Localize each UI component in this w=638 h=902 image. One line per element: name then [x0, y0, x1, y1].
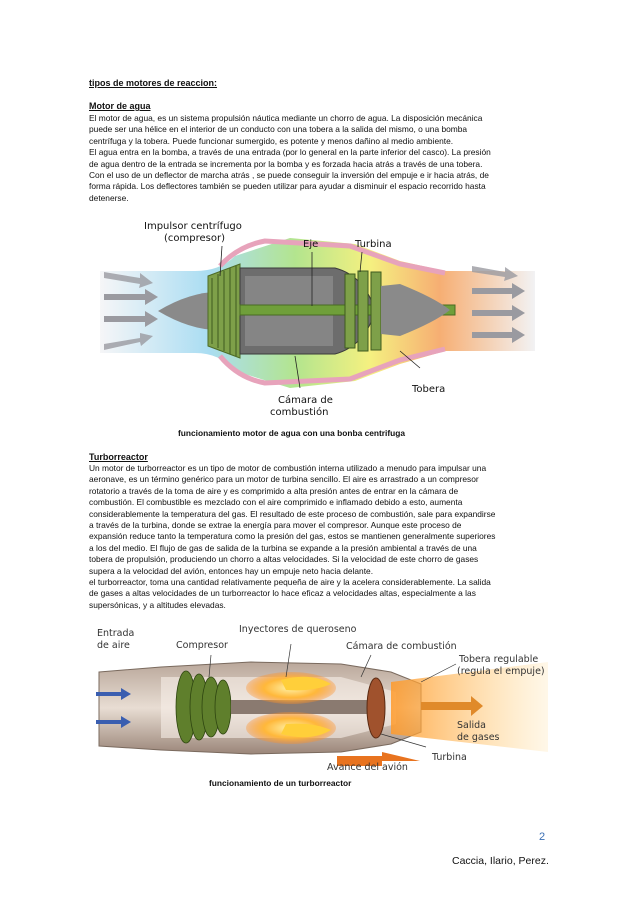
label-impeller-compressor: (compresor)	[164, 233, 225, 244]
label-nozzle-1: Tobera regulable	[459, 654, 539, 665]
label-compressor: Compresor	[176, 640, 228, 651]
label-chamber: Cámara de combustión	[346, 641, 457, 652]
label-nozzle-2: (regula el empuje)	[457, 666, 545, 677]
authors-footer: Caccia, Ilario, Perez.	[452, 855, 549, 867]
turbojet-caption: funcionamiento de un turborreactor	[209, 778, 352, 788]
water-motor-paragraph-2: El agua entra en la bomba, a través de una entrada (por lo general en la parte inferior del casco). La presión de agua dentro de la entrada se incrementa por la bomba y es forzada hacia atrás a través de una tobera. Con el uso de un deflector de marcha atrás , se puede conseguir la inversión del empuje e ir hacia atrás, de forma rápida. Los deflectores también se pueden utilizar para ayudar a disminuir el espacio recorrido hasta detenerse.	[89, 147, 491, 203]
page-number: 2	[539, 831, 546, 843]
label-air-intake-1: Entrada	[97, 628, 135, 639]
water-motor-text	[89, 113, 495, 204]
turbojet-diagram	[91, 622, 548, 774]
page-title: tipos de motores de reaccion:	[89, 78, 218, 88]
turbojet-text	[89, 463, 501, 611]
section-heading-water-motor: Motor de agua	[89, 101, 151, 111]
label-injectors: Inyectores de queroseno	[239, 624, 357, 635]
label-turbine: Turbina	[355, 239, 392, 250]
label-advance: Avance del avión	[327, 762, 408, 773]
label-shaft: Eje	[303, 239, 319, 250]
water-motor-paragraph-1: El motor de agua, es un sistema propulsión náutica mediante un chorro de agua. La disposición mecánica puede ser una hélice en el interior de un conducto con una tobera a la salida del mismo, o una bomba centrífuga y la tobera. Puede funcionar sumergido, es potente y menos dañino al medio ambiente.	[89, 113, 483, 146]
label-air-intake-2: de aire	[97, 640, 130, 651]
label-nozzle: Tobera	[412, 384, 446, 395]
turbojet-paragraph-1: Un motor de turborreactor es un tipo de motor de combustión interna utilizado a menudo para impulsar una aeronave, es un término genérico para un motor de turbina sencillo. El aire es arrastrado a un compresor rotatorio a través de la toma de aire y es comprimido a alta presión antes de entrar en la cámara de combustión. El combustible es mezclado con el aire comprimido e inflamado debido a esto, aumenta considerablemente la temperatura del gas. El resultado de este proceso de combustión, sale para expandirse a través de la turbina, donde se extrae la energía para mover el compresor. Aunque este proceso de expansión reduce tanto la temperatura como la presión del gas, estos se mantienen generalmente superiores a los del medio. El flujo de gas de salida de la turbina se expande a la presión ambiental a través de una tobera de propulsión, produciendo un chorro a altas velocidades. Si la velocidad de este chorro de gases supera a la velocidad del avión, entonces hay un empuje neto hacia delante.	[89, 463, 496, 576]
label-impeller: Impulsor centrífugo	[144, 221, 242, 232]
label-chamber-1: Cámara de	[278, 395, 333, 406]
label-gas-out-2: de gases	[457, 732, 500, 743]
water-motor-caption: funcionamiento motor de agua con una bonba centrifuga	[178, 428, 406, 438]
label-turbine: Turbina	[432, 752, 467, 763]
water-motor-diagram	[100, 216, 535, 418]
section-heading-turbojet: Turborreactor	[89, 452, 148, 462]
turbojet-paragraph-2: el turborreactor, toma una cantidad relativamente pequeña de aire y la acelera considerablemente. La salida de gases a altas velocidades de un turborreactor lo hace eficaz a velocidades altas, especialmente a las supersónicas, y a altitudes elevadas.	[89, 577, 491, 610]
label-gas-out-1: Salida	[457, 720, 486, 731]
label-chamber-2: combustión	[270, 407, 329, 418]
